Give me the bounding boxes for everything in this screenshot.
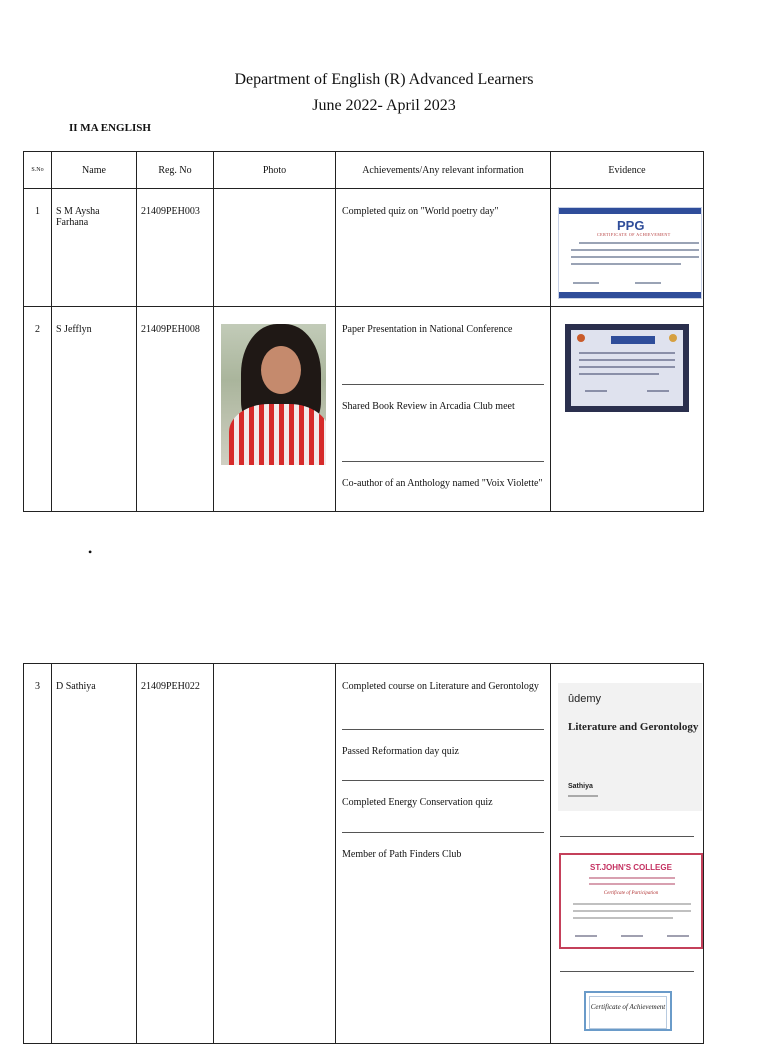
certificate-heading: Certificate of Achievement: [590, 1003, 666, 1011]
divider: [342, 729, 544, 730]
signature: [647, 390, 669, 392]
sarah-tucker-certificate-image: [565, 324, 689, 412]
certificate-paper: [571, 330, 683, 406]
st-johns-certificate-image: [559, 853, 703, 949]
photo-striped-dress: [229, 404, 326, 465]
signature: [621, 935, 643, 937]
row-name: S M Aysha Farhana: [52, 189, 137, 307]
text-line: [573, 917, 673, 919]
student-photo: [221, 324, 326, 465]
course-title: Literature and Gerontology: [568, 721, 699, 733]
row-reg-no: 21409PEH008: [137, 307, 214, 512]
signature: [585, 390, 607, 392]
certificate-border: [559, 292, 701, 298]
row-name: D Sathiya: [52, 664, 137, 1044]
college-name: ST.JOHN'S COLLEGE: [590, 863, 672, 872]
text-line: [571, 256, 699, 258]
signature: [575, 935, 597, 937]
divider: [560, 971, 694, 972]
achievement-item: Passed Reformation day quiz: [342, 746, 459, 757]
divider: [342, 384, 544, 385]
text-line: [589, 877, 675, 879]
college-seal-icon: [577, 334, 585, 342]
achievement-item: Member of Path Finders Club: [342, 849, 462, 860]
achievement-item: Paper Presentation in National Conference: [342, 324, 513, 335]
recipient-name: Sathiya: [568, 783, 593, 790]
signature: [635, 282, 661, 284]
text-line: [573, 910, 691, 912]
divider: [342, 780, 544, 781]
row-sno: 2: [24, 307, 52, 512]
achievement-item: Shared Book Review in Arcadia Club meet: [342, 401, 515, 412]
divider: [342, 461, 544, 462]
column-header-evidence: Evidence: [551, 152, 704, 189]
college-emblem-icon: [669, 334, 677, 342]
certificate-heading: CERTIFICATE OF ACHIEVEMENT: [597, 232, 671, 237]
column-header-photo: Photo: [214, 152, 336, 189]
row-reg-no: 21409PEH022: [137, 664, 214, 1044]
column-header-reg-no: Reg. No: [137, 152, 214, 189]
column-header-achievements: Achievements/Any relevant information: [336, 152, 551, 189]
row-achievements: [336, 664, 551, 1044]
achievement-item: Completed quiz on "World poetry day": [342, 206, 499, 217]
udemy-certificate-image: [558, 683, 702, 811]
text-line: [579, 359, 675, 361]
row-name: S Jefflyn: [52, 307, 137, 512]
row-sno: 1: [24, 189, 52, 307]
photo-face: [261, 346, 301, 394]
page-title: Department of English (R) Advanced Learners: [234, 71, 534, 88]
divider: [342, 832, 544, 833]
text-line: [579, 366, 675, 368]
table-header-row: [24, 152, 704, 189]
achievement-certificate-image: [584, 991, 672, 1031]
row-achievements: [336, 189, 551, 307]
certificate-inner-border: [589, 996, 667, 1029]
ppg-logo: PPG: [617, 218, 645, 233]
achievement-item: Completed Energy Conservation quiz: [342, 797, 493, 808]
text-line: [579, 373, 659, 375]
divider: [560, 836, 694, 837]
text-line: [579, 242, 699, 244]
row-photo: [214, 189, 336, 307]
text-line: [571, 263, 681, 265]
row-photo: [214, 664, 336, 1044]
text-line: [571, 249, 699, 251]
achievement-item: Completed course on Literature and Gerontology: [342, 681, 539, 692]
certificate-meta: [568, 795, 598, 797]
page-subtitle-date-range: June 2022- April 2023: [312, 97, 456, 114]
signature: [667, 935, 689, 937]
column-header-sno: S.No: [24, 152, 52, 189]
text-line: [589, 883, 675, 885]
column-header-name: Name: [52, 152, 137, 189]
certificate-banner: [611, 336, 655, 344]
signature: [573, 282, 599, 284]
text-line: [579, 352, 675, 354]
row-reg-no: 21409PEH003: [137, 189, 214, 307]
certificate-type: Certificate of Participation: [603, 891, 659, 896]
row-sno: 3: [24, 664, 52, 1044]
udemy-logo: ûdemy: [568, 693, 602, 705]
row-achievements: [336, 307, 551, 512]
bullet-point: •: [88, 545, 93, 559]
certificate-border: [559, 208, 701, 214]
ppg-certificate-image: [558, 207, 702, 299]
achievement-item: Co-author of an Anthology named "Voix Violette": [342, 478, 543, 489]
text-line: [573, 903, 691, 905]
class-label: II MA ENGLISH: [69, 122, 151, 134]
